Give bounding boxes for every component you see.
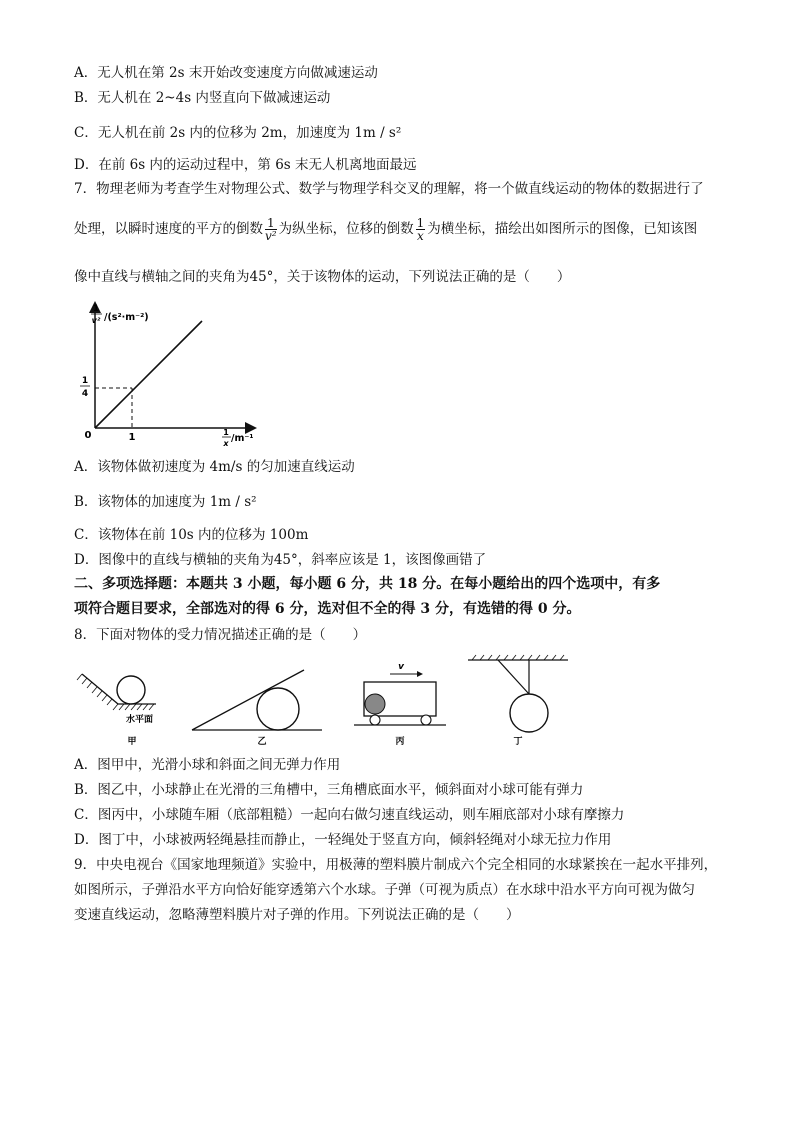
ball-ding — [510, 694, 548, 732]
q8-stem: 8．下面对物体的受力情况描述正确的是（ ） — [74, 627, 367, 643]
label-bing: 丙 — [395, 737, 405, 747]
q7-option-a: A．该物体做初速度为 4m/s 的匀加速直线运动 — [74, 459, 355, 475]
label-ding: 丁 — [513, 737, 523, 747]
q7-stem-line1: 7．物理老师为考查学生对物理公式、数学与物理学科交叉的理解，将一个做直线运动的物体的数据进行了 — [74, 181, 704, 197]
q7-stem-part-c: 为横坐标，描绘出如图所示的图像，已知该图 — [427, 221, 698, 237]
label-jia: 甲 — [127, 737, 137, 747]
q9-stem-line1: 9．中央电视台《国家地理频道》实验中，用极薄的塑料膜片制成六个完全相同的水球紧挨在一起水平排列， — [74, 857, 718, 873]
q8-option-b: B．图乙中，小球静止在光滑的三角槽中，三角槽底面水平，倾斜面对小球可能有弹力 — [74, 782, 584, 798]
q9-stem-line3: 变速直线运动，忽略薄塑料膜片对子弹的作用。下列说法正确的是（ ） — [74, 907, 520, 923]
q6-option-d: D．在前 6s 内的运动过程中，第 6s 末无人机离地面最远 — [74, 157, 417, 173]
inclined-rope — [498, 660, 529, 694]
q6-option-c: C．无人机在前 2s 内的位移为 2m，加速度为 1m / s² — [74, 125, 402, 141]
wheel-right — [421, 715, 431, 725]
figure-ding — [468, 655, 568, 747]
q7-stem-part-a: 处理，以瞬时速度的平方的倒数 — [74, 221, 263, 237]
ball-bing — [365, 694, 385, 714]
q8-option-c: C．图丙中，小球随车厢（底部粗糙）一起向右做匀速直线运动，则车厢底部对小球有摩擦力 — [74, 807, 625, 823]
q8-option-a: A．图甲中，光滑小球和斜面之间无弹力作用 — [74, 757, 341, 773]
wheel-left — [370, 715, 380, 725]
figure-yi — [192, 670, 322, 747]
x-axis-frac-num: 1 — [223, 428, 229, 437]
q7-option-b: B．该物体的加速度为 1m / s² — [74, 494, 257, 510]
q7-stem-line3: 像中直线与横轴之间的夹角为45°，关于该物体的运动，下列说法正确的是（ ） — [74, 269, 571, 285]
q7-graph — [74, 298, 264, 448]
label-ground: 水平面 — [126, 715, 154, 725]
ball-yi — [257, 688, 299, 730]
q7-frac-inverse-x: $\frac{1}{x}$ — [416, 216, 425, 243]
graph-line — [95, 321, 202, 428]
y-axis-frac-num: 1 — [92, 304, 100, 314]
label-velocity: v — [398, 662, 404, 672]
q8-figures — [74, 652, 574, 752]
origin-label: 0 — [84, 430, 92, 441]
q7-option-c: C．该物体在前 10s 内的位移为 100m — [74, 527, 309, 543]
x-tick-label: 1 — [128, 432, 136, 443]
q7-option-d: D．图像中的直线与横轴的夹角为45°，斜率应该是 1，该图像画错了 — [74, 552, 487, 568]
section2-heading-line1: 二、多项选择题：本题共 3 小题，每小题 6 分，共 18 分。在每小题给出的四个选项中，有多 — [74, 576, 661, 592]
x-axis-frac-den: x — [223, 439, 229, 448]
section2-heading-line2: 项符合题目要求，全部选对的得 6 分，选对但不全的得 3 分，有选错的得 0 分。 — [74, 601, 581, 617]
figure-jia — [77, 674, 156, 747]
velocity-arrowhead — [417, 671, 423, 677]
y-tick-num: 1 — [81, 376, 89, 386]
q8-option-d: D．图丁中，小球被两轻绳悬挂而静止，一轻绳处于竖直方向，倾斜轻绳对小球无拉力作用 — [74, 832, 612, 848]
q7-stem-line2 — [74, 217, 697, 242]
y-axis-label: /(s²·m⁻²) — [104, 312, 149, 323]
q6-option-a: A．无人机在第 2s 末开始改变速度方向做减速运动 — [74, 65, 378, 81]
q6-option-b: B．无人机在 2~4s 内竖直向下做减速运动 — [74, 90, 331, 106]
x-axis-label: /m⁻¹ — [231, 433, 254, 444]
q7-frac-inverse-v2: $\frac{1}{\text{v²}}$ — [265, 216, 277, 243]
ball-jia — [117, 676, 145, 704]
y-tick-den: 4 — [81, 389, 89, 399]
q7-stem-part-b: 为纵坐标，位移的倒数 — [278, 221, 414, 237]
label-yi: 乙 — [257, 737, 267, 747]
q9-stem-line2: 如图所示，子弹沿水平方向恰好能穿透第六个水球。子弹（可视为质点）在水球中沿水平方向可视为做匀 — [74, 882, 695, 898]
slope-line — [82, 674, 118, 704]
figure-bing — [354, 662, 446, 747]
y-axis-frac-den: v² — [91, 316, 101, 325]
